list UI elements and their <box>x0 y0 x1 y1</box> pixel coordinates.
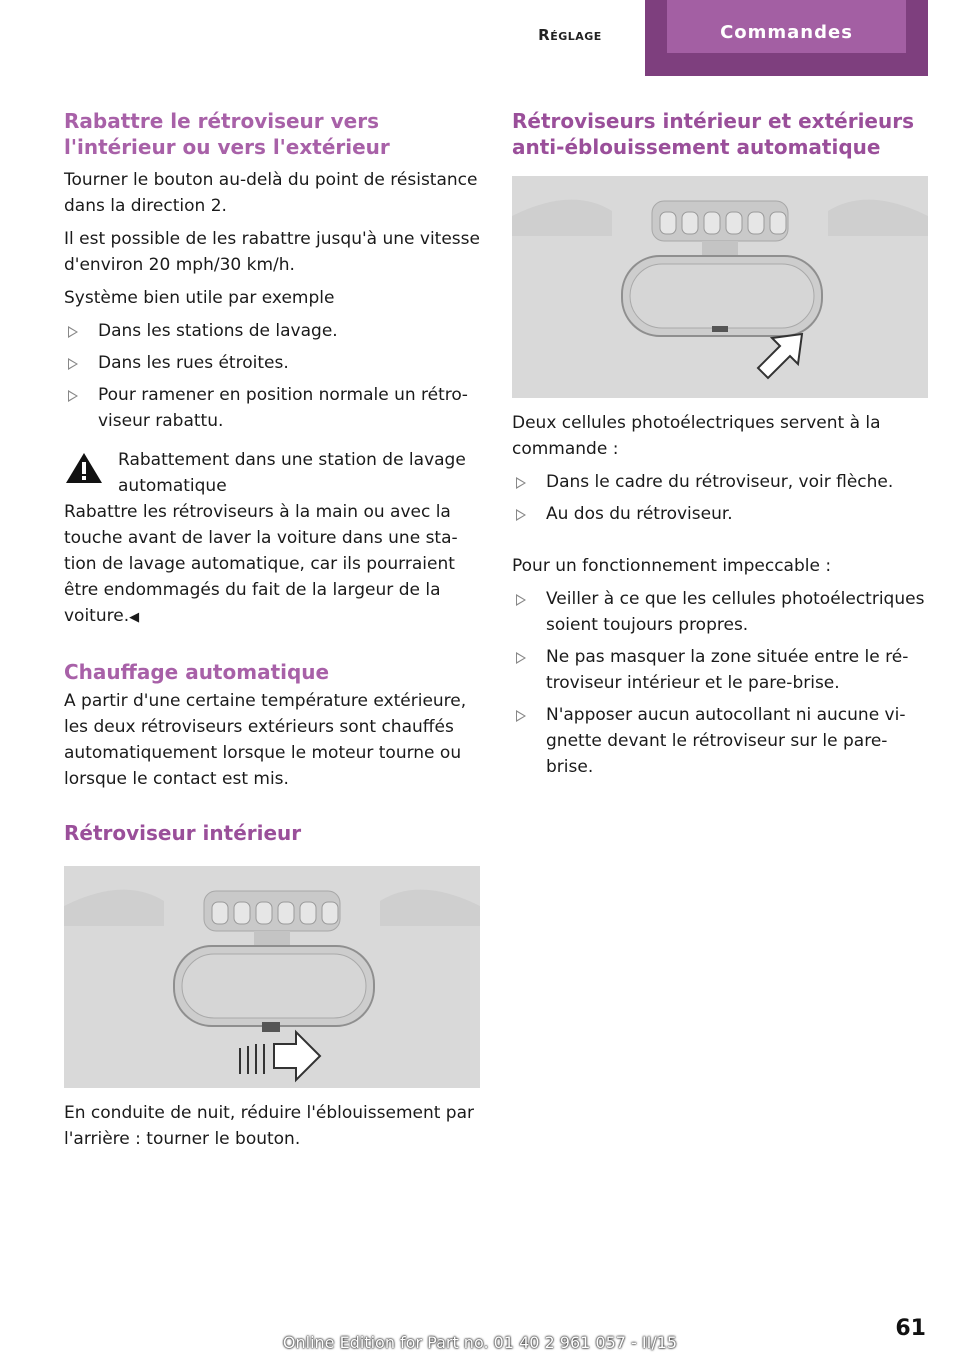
chapter-tab-label: Commandes <box>667 0 906 53</box>
warning-triangle-icon <box>64 451 104 485</box>
triangle-bullet-icon <box>68 358 78 370</box>
paragraph: Deux cellules photoélectriques servent à la commande : <box>512 413 881 459</box>
warning-block <box>64 447 482 499</box>
heading-heating: Chauffage automatique <box>64 660 330 684</box>
page-number: 61 <box>895 1316 926 1341</box>
bullet-list <box>512 586 930 780</box>
heading-interior-mirror: Rétroviseur intérieur <box>64 821 302 845</box>
list-item: N'apposer aucun autocollant ni aucune vignette devant le rétroviseur sur le pare-brise. <box>512 702 930 780</box>
paragraph: Système bien utile par exemple <box>64 288 335 308</box>
list-item: Dans les stations de lavage. <box>64 318 482 344</box>
heading-auto-dimming: Rétroviseurs intérieur et extérieurs anti-éblouissement automatique <box>512 109 914 159</box>
triangle-bullet-icon <box>516 477 526 489</box>
warning-text: Rabattre les rétroviseurs à la main ou avec la touche avant de laver la voiture dans une station de lavage automatique, car ils pourraient être endommagés du fait de la largeur de la voiture.◀ <box>64 502 458 626</box>
paragraph: A partir d'une certaine température extérieure, les deux rétroviseurs extérieurs sont chauffés automatiquement lorsque le moteur tourne ou lorsque le contact est mis. <box>64 691 467 789</box>
list-item: Veiller à ce que les cellules photoélectriques soient toujours propres. <box>512 586 930 638</box>
triangle-bullet-icon <box>516 509 526 521</box>
triangle-bullet-icon <box>516 652 526 664</box>
triangle-bullet-icon <box>516 710 526 722</box>
footer-edition: Online Edition for Part no. 01 40 2 961 057 - II/15 <box>282 1333 678 1352</box>
auto-dimming-mirror-illustration <box>512 176 928 398</box>
bullet-list <box>64 318 482 434</box>
paragraph: Il est possible de les rabattre jusqu'à une vitesse d'environ 20 mph/30 km/h. <box>64 229 480 275</box>
warning-title: Rabattement dans une station de lavage automatique <box>118 450 466 496</box>
interior-mirror-illustration <box>64 866 480 1088</box>
section-label: Réglage <box>538 26 602 44</box>
triangle-bullet-icon <box>516 594 526 606</box>
chapter-tab <box>645 0 928 76</box>
list-item: Pour ramener en position normale un rétroviseur rabattu. <box>64 382 482 434</box>
paragraph: Pour un fonctionnement impeccable : <box>512 556 832 576</box>
left-column <box>64 108 482 1152</box>
list-item: Ne pas masquer la zone située entre le rétroviseur intérieur et le pare-brise. <box>512 644 930 696</box>
list-item: Au dos du rétroviseur. <box>512 501 930 527</box>
paragraph: En conduite de nuit, réduire l'éblouissement par l'arrière : tourner le bouton. <box>64 1103 475 1149</box>
right-column <box>512 108 930 786</box>
triangle-bullet-icon <box>68 326 78 338</box>
bullet-list <box>512 469 930 527</box>
list-item: Dans les rues étroites. <box>64 350 482 376</box>
heading-fold-mirror: Rabattre le rétroviseur vers l'intérieur ou vers l'extérieur <box>64 109 390 159</box>
paragraph: Tourner le bouton au-delà du point de résistance dans la direction 2. <box>64 170 478 216</box>
end-mark-icon: ◀ <box>129 610 140 625</box>
list-item: Dans le cadre du rétroviseur, voir flèche. <box>512 469 930 495</box>
triangle-bullet-icon <box>68 390 78 402</box>
